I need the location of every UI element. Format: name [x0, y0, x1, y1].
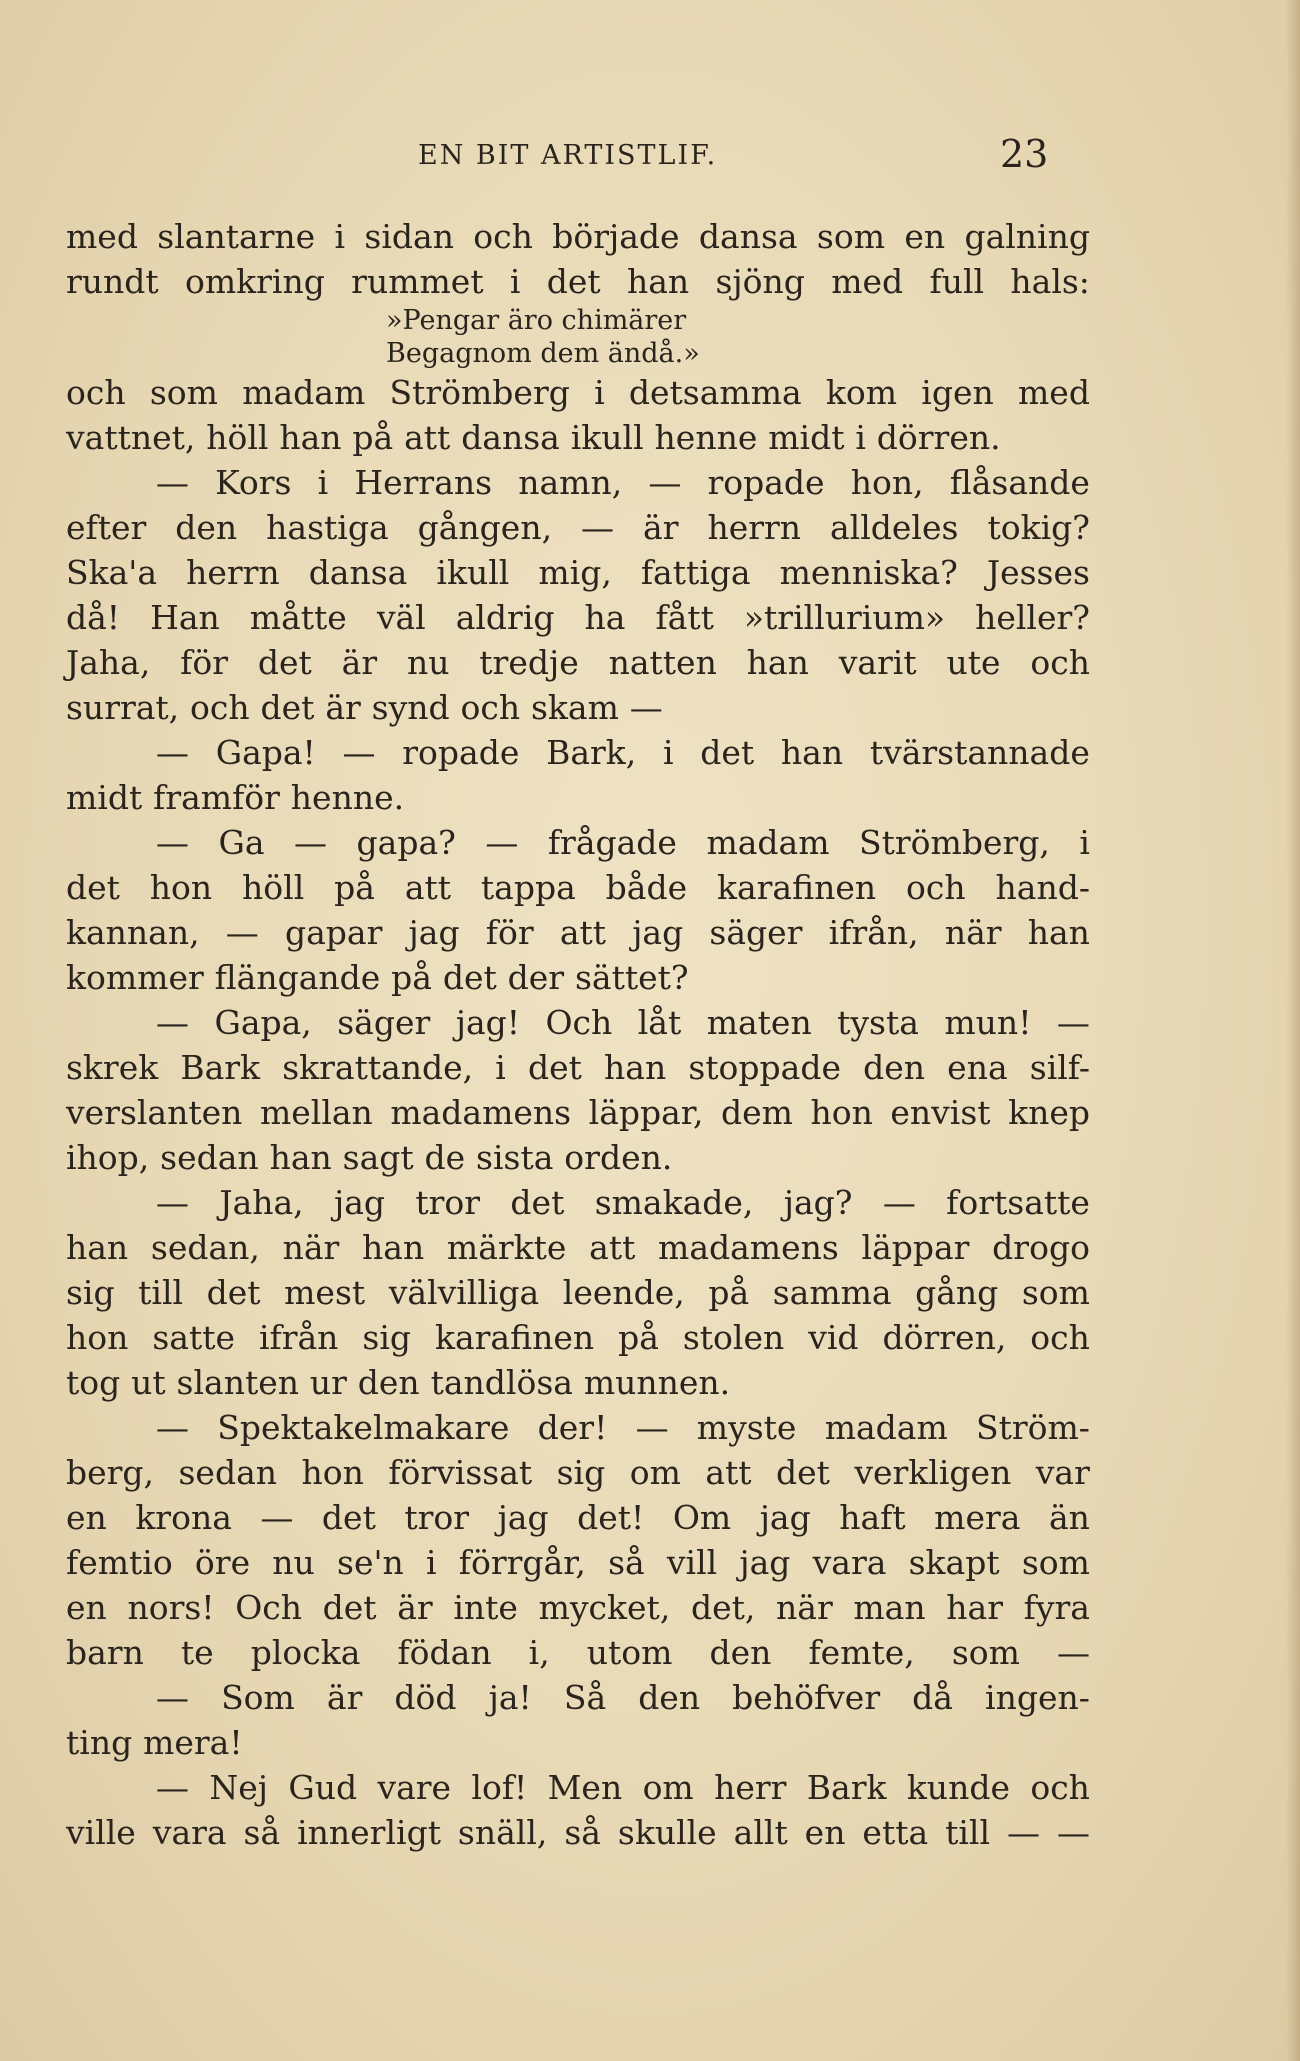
text-line: ting mera! [66, 1723, 243, 1762]
text-line: surrat, och det är synd och skam — [66, 688, 663, 727]
text-line: femtio öre nu se'n i förrgår, så vill jag vara skapt som [66, 1543, 1090, 1582]
text-line: då! Han måtte väl aldrig ha fått »trillurium» heller? [66, 598, 1090, 637]
text-line: Ska'a herrn dansa ikull mig, fattiga menniska? Jesses [66, 553, 1090, 592]
verse-line: Begagnom dem ändå.» [386, 338, 700, 369]
text-line: rundt omkring rummet i det han sjöng med full hals: [66, 262, 1090, 301]
text-line: han sedan, när han märkte att madamens läppar drogo [66, 1228, 1090, 1267]
page-edge-shadow [1286, 0, 1300, 2061]
text-line: efter den hastiga gången, — är herrn alldeles tokig? [66, 508, 1090, 547]
text-line: verslanten mellan madamens läppar, dem hon envist knep [66, 1093, 1090, 1132]
running-title: EN BIT ARTISTLIF. [418, 140, 718, 171]
text-line: barn te plocka födan i, utom den femte, som — [66, 1633, 1090, 1672]
text-line: vattnet, höll han på att dansa ikull henne midt i dörren. [66, 418, 1001, 457]
text-line: — Ga — gapa? — frågade madam Strömberg, i [156, 823, 1090, 862]
text-line: berg, sedan hon förvissat sig om att det verkligen var [66, 1453, 1090, 1492]
text-line: — Som är död ja! Så den behöfver då ingen- [156, 1678, 1090, 1717]
text-line: en krona — det tror jag det! Om jag haft mera än [66, 1498, 1090, 1537]
verse-line: »Pengar äro chimärer [386, 305, 687, 336]
text-line: Jaha, för det är nu tredje natten han varit ute och [66, 643, 1090, 682]
text-line: — Nej Gud vare lof! Men om herr Bark kunde och [156, 1768, 1090, 1807]
text-line: och som madam Strömberg i detsamma kom igen med [66, 373, 1090, 412]
text-line: sig till det mest välvilliga leende, på samma gång som [66, 1273, 1090, 1312]
text-line: ihop, sedan han sagt de sista orden. [66, 1138, 673, 1177]
text-line: med slantarne i sidan och började dansa som en galning [66, 217, 1090, 256]
text-line: en nors! Och det är inte mycket, det, när man har fyra [66, 1588, 1090, 1627]
text-line: det hon höll på att tappa både karafinen och hand- [66, 868, 1090, 907]
text-line: tog ut slanten ur den tandlösa munnen. [66, 1363, 731, 1402]
text-line: hon satte ifrån sig karafinen på stolen vid dörren, och [66, 1318, 1090, 1357]
text-line: — Kors i Herrans namn, — ropade hon, flåsande [156, 463, 1090, 502]
text-line: midt framför henne. [66, 778, 405, 817]
page-number: 23 [1000, 132, 1049, 176]
text-line: skrek Bark skrattande, i det han stoppade den ena silf- [66, 1048, 1090, 1087]
text-line: — Spektakelmakare der! — myste madam Ström- [156, 1408, 1090, 1447]
text-line: kannan, — gapar jag för att jag säger ifrån, när han [66, 913, 1090, 952]
text-line: ville vara så innerligt snäll, så skulle allt en etta till — — [66, 1813, 1090, 1852]
text-line: — Jaha, jag tror det smakade, jag? — fortsatte [156, 1183, 1090, 1222]
text-line: — Gapa! — ropade Bark, i det han tvärstannade [156, 733, 1090, 772]
text-line: — Gapa, säger jag! Och låt maten tysta mun! — [156, 1003, 1090, 1042]
text-line: kommer flängande på det der sättet? [66, 958, 689, 997]
body-text [66, 214, 1090, 1855]
